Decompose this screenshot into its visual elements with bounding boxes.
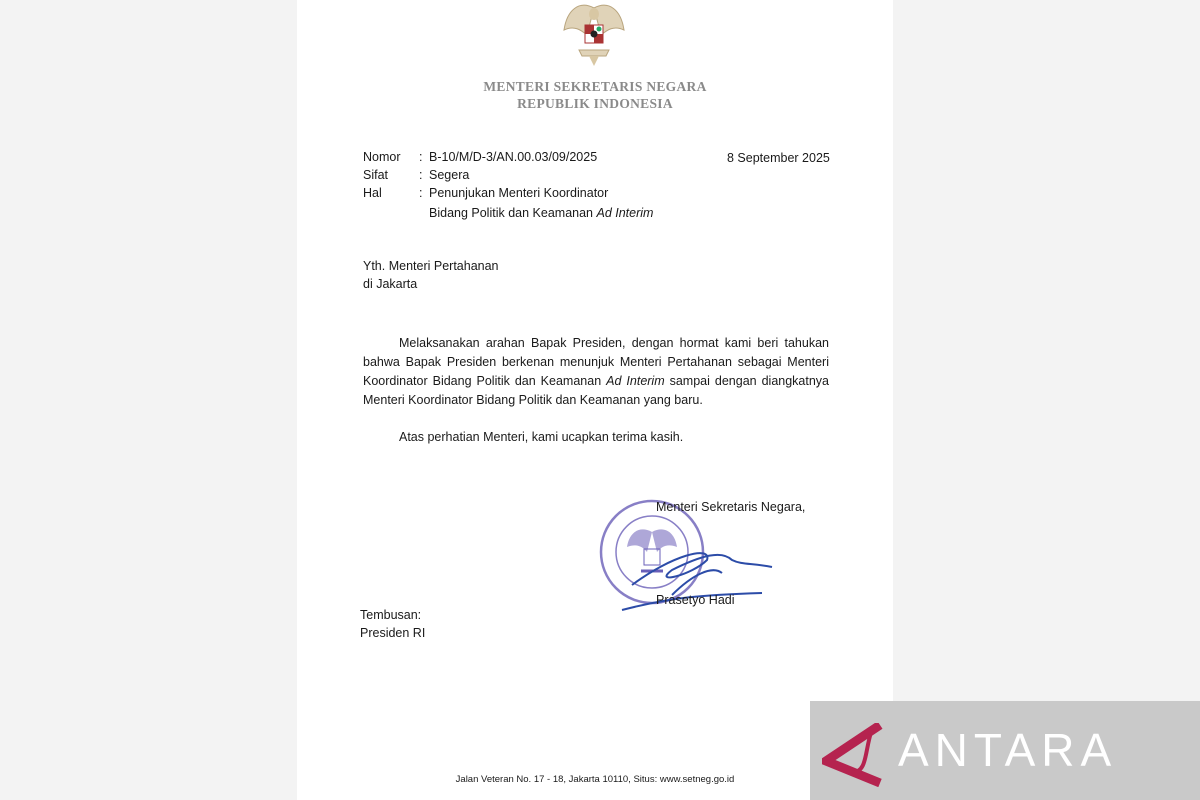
letter-footer: Jalan Veteran No. 17 - 18, Jakarta 10110, Situs: www.setneg.go.id: [455, 774, 735, 785]
hal-label: Hal: [363, 186, 382, 200]
recipient-line2: di Jakarta: [363, 277, 418, 291]
letterhead-line2: REPUBLIK INDONESIA: [517, 96, 673, 111]
body-paragraph-2: Atas perhatian Menteri, kami ucapkan terima kasih.: [399, 430, 684, 444]
sifat-value: Segera: [429, 168, 470, 182]
recipient-line1: Yth. Menteri Pertahanan: [363, 259, 499, 273]
antara-watermark: [810, 701, 1200, 800]
nomor-label: Nomor: [363, 150, 401, 164]
letter-page: [297, 0, 893, 800]
signatory-name: Prasetyo Hadi: [656, 593, 735, 607]
letterhead-line1: MENTERI SEKRETARIS NEGARA: [483, 79, 707, 94]
garuda-emblem-icon: [559, 0, 629, 70]
colon: :: [419, 150, 423, 164]
nomor-value: B-10/M/D-3/AN.00.03/09/2025: [429, 150, 598, 164]
letter-date: 8 September 2025: [727, 151, 830, 165]
hal-line1: Penunjukan Menteri Koordinator: [429, 186, 609, 200]
cc-label: Tembusan:: [360, 608, 422, 622]
cc-item: Presiden RI: [360, 626, 426, 640]
sifat-label: Sifat: [363, 168, 389, 182]
signatory-title: Menteri Sekretaris Negara,: [656, 500, 806, 514]
antara-logo-icon: [822, 723, 884, 787]
colon: :: [419, 168, 423, 182]
body-paragraph-1: Melaksanakan arahan Bapak Presiden, dengan hormat kami beri tahukan bahwa Bapak Presiden berkenan menunjuk Menteri Pertahanan sebagai Menteri Koordinator Bidang Politik dan Keamanan Ad Interim sampai dengan diangkatnya Menteri Koordinator Bidang Politik dan Keamanan yang baru.: [363, 336, 830, 407]
colon: :: [419, 186, 423, 200]
hal-line2: Bidang Politik dan Keamanan Ad Interim: [429, 206, 654, 220]
antara-wordmark: ANTARA: [898, 724, 1118, 776]
